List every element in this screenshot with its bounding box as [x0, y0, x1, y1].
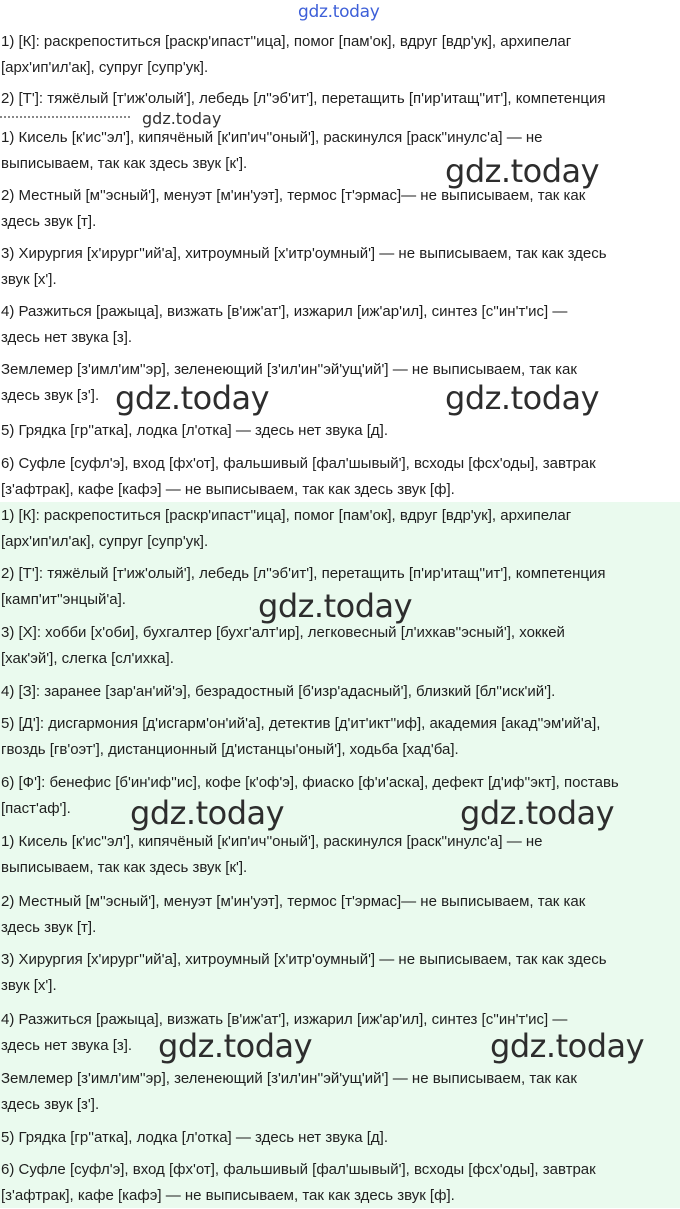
text-line: здесь нет звука [з].: [1, 329, 133, 346]
watermark-small: gdz.today: [142, 109, 222, 128]
text-line: 2) Местный [м''эсный'], менуэт [м'ин'уэт], термос [т'эрмас]— не выписываем, так как: [1, 187, 586, 204]
text-line: 4) Разжиться [ражыца], визжать [в'иж'ат'], изжарил [иж'ар'ил], синтез [с''ин'т'ис] —: [1, 1011, 568, 1028]
s2-item-3: [1, 241, 671, 293]
text-line: 1) [К]: раскрепоститься [раскр'ипаст''ица], помог [пам'ок], вдруг [вдр'ук], архипелаг: [1, 507, 572, 524]
s4-item-3: [1, 947, 671, 999]
text-line: 3) Хирургия [х'ирург''ий'а], хитроумный [х'итр'оумный'] — не выписываем, так как здесь: [1, 951, 607, 968]
watermark-top: gdz.today: [298, 2, 380, 22]
text-line: 6) [Ф']: бенефис [б'ин'иф''ис], кофе [к'оф'э], фиаско [ф'и'аска], дефект [д'иф''экт], поставь: [1, 774, 619, 791]
text-line: 5) Грядка [гр''атка], лодка [л'отка] — здесь нет звука [д].: [1, 422, 389, 439]
text-line: здесь звук [з'].: [1, 387, 100, 404]
text-line: 2) Местный [м''эсный'], менуэт [м'ин'уэт], термос [т'эрмас]— не выписываем, так как: [1, 893, 586, 910]
s1-paragraph-1: [1, 29, 671, 81]
s4-item-5: [1, 1066, 671, 1118]
text-line: 1) [К]: раскрепоститься [раскр'ипаст''ица], помог [пам'ок], вдруг [вдр'ук], архипелаг: [1, 33, 572, 50]
s2-item-7: [1, 451, 671, 503]
text-line: здесь звук [т].: [1, 213, 97, 230]
watermark: gdz.today: [460, 794, 615, 832]
text-line: 4) [З]: заранее [зар'ан'ий'э], безрадостный [б'изр'адасный'], близкий [бл''иск'ий'].: [1, 683, 556, 700]
s4-item-2: [1, 889, 671, 941]
watermark: gdz.today: [158, 1027, 313, 1065]
text-line: выписываем, так как здесь звук [к'].: [1, 859, 248, 876]
s4-item-7: [1, 1157, 671, 1209]
text-line: [арх'ип'ил'ак], супруг [супр'ук].: [1, 533, 209, 550]
text-line: 6) Суфле [суфл'э], вход [фх'от], фальшивый [фал'шывый'], всходы [фсх'оды], завтрак: [1, 1161, 596, 1178]
s4-item-1: [1, 829, 671, 881]
text-line: здесь звук [з'].: [1, 1096, 100, 1113]
s2-item-4: [1, 299, 671, 351]
text-line: здесь звук [т].: [1, 919, 97, 936]
s3-item-5: [1, 711, 671, 763]
text-line: здесь нет звука [з].: [1, 1037, 133, 1054]
s3-item-1: [1, 503, 671, 555]
text-line: гвоздь [гв'оэт'], дистанционный [д'истанцы'оный'], ходьба [хад'ба].: [1, 741, 459, 758]
text-line: 3) [Х]: хобби [х'оби], бухгалтер [бухг'алт'ир], легковесный [л'ихкав''эсный'], хоккей: [1, 624, 565, 641]
s3-item-4: [1, 679, 671, 705]
text-line: [камп'ит''энцый'а].: [1, 591, 126, 608]
text-line: 1) Кисель [к'ис''эл'], кипячёный [к'ип'ич''оный'], раскинулся [раск''инулс'а] — не: [1, 833, 543, 850]
text-line: звук [х'].: [1, 271, 57, 288]
text-line: 6) Суфле [суфл'э], вход [фх'от], фальшивый [фал'шывый'], всходы [фсх'оды], завтрак: [1, 455, 596, 472]
text-line: 2) [Т']: тяжёлый [т'иж'олый'], лебедь [л''эб'ит'], перетащить [п'ир'итащ''ит'], компетенция: [1, 90, 606, 107]
text-line: [з'афтрак], кафе [кафэ] — не выписываем, так как здесь звук [ф].: [1, 481, 455, 498]
text-line: Землемер [з'имл'им''эр], зеленеющий [з'ил'ин''эй'ущ'ий'] — не выписываем, так как: [1, 1070, 577, 1087]
text-line: [паст'аф'].: [1, 800, 71, 817]
s4-item-6: [1, 1125, 671, 1151]
overlap-artifact: [0, 116, 130, 122]
text-line: 4) Разжиться [ражыца], визжать [в'иж'ат'], изжарил [иж'ар'ил], синтез [с''ин'т'ис] —: [1, 303, 568, 320]
watermark: gdz.today: [445, 379, 600, 417]
s1-paragraph-2: [1, 86, 671, 112]
s2-item-6: [1, 418, 671, 444]
watermark: gdz.today: [258, 587, 413, 625]
text-line: [арх'ип'ил'ак], супруг [супр'ук].: [1, 59, 209, 76]
text-line: [хак'эй'], слегка [сл'ихка].: [1, 650, 174, 667]
text-line: 5) [Д']: дисгармония [д'исгарм'он'ий'а], детектив [д'ит'икт''иф], академия [акад''эм'ий'а],: [1, 715, 601, 732]
watermark: gdz.today: [445, 152, 600, 190]
text-line: выписываем, так как здесь звук [к'].: [1, 155, 248, 172]
text-line: 5) Грядка [гр''атка], лодка [л'отка] — здесь нет звука [д].: [1, 1129, 389, 1146]
text-line: [з'афтрак], кафе [кафэ] — не выписываем, так как здесь звук [ф].: [1, 1187, 455, 1204]
text-line: звук [х'].: [1, 977, 57, 994]
text-line: Землемер [з'имл'им''эр], зеленеющий [з'ил'ин''эй'ущ'ий'] — не выписываем, так как: [1, 361, 577, 378]
watermark: gdz.today: [490, 1027, 645, 1065]
text-line: 3) Хирургия [х'ирург''ий'а], хитроумный [х'итр'оумный'] — не выписываем, так как здесь: [1, 245, 607, 262]
s2-item-2: [1, 183, 671, 235]
s3-item-3: [1, 620, 671, 672]
text-line: 2) [Т']: тяжёлый [т'иж'олый'], лебедь [л''эб'ит'], перетащить [п'ир'итащ''ит'], компетенция: [1, 565, 606, 582]
watermark: gdz.today: [115, 379, 270, 417]
watermark: gdz.today: [130, 794, 285, 832]
text-line: 1) Кисель [к'ис''эл'], кипячёный [к'ип'ич''оный'], раскинулся [раск''инулс'а] — не: [1, 129, 543, 146]
